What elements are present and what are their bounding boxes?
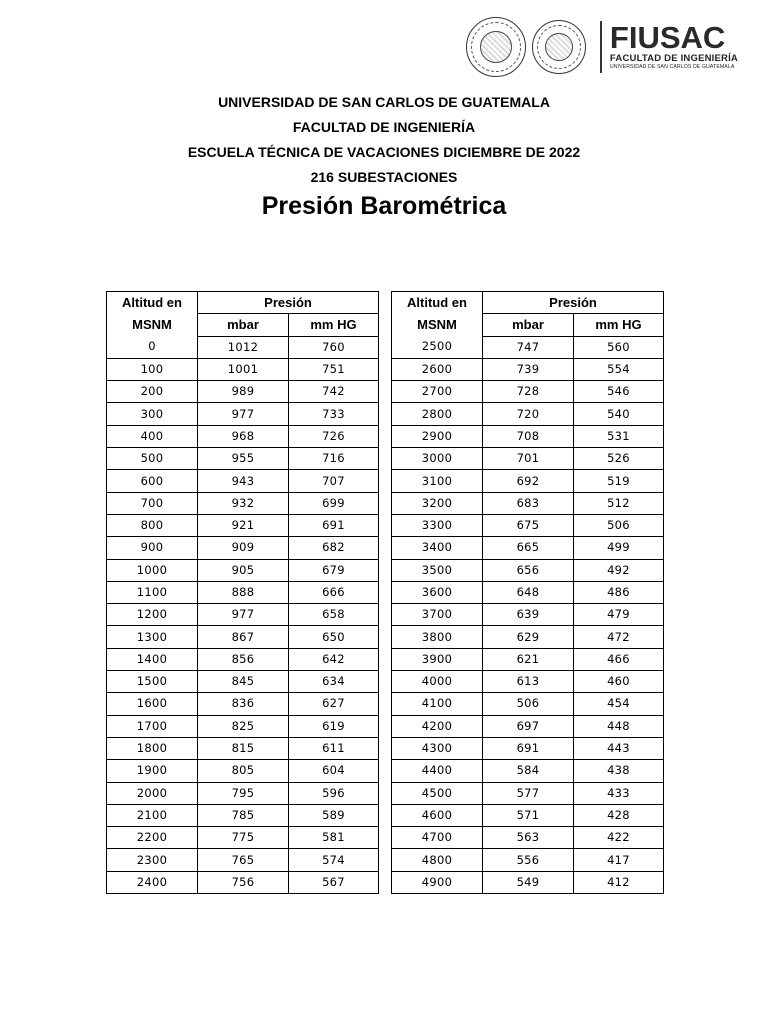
mbar-cell: 571 [483, 804, 574, 826]
table-row [107, 537, 664, 559]
header-pressure: Presión [483, 292, 664, 314]
mbar-cell: 836 [198, 693, 289, 715]
header-course: 216 SUBESTACIONES [310, 169, 458, 185]
table-gap [379, 381, 392, 403]
fiusac-logo [600, 21, 738, 73]
mmhg-cell: 726 [289, 425, 379, 447]
page-title: Presión Barométrica [261, 192, 507, 220]
mmhg-cell: 716 [289, 448, 379, 470]
mbar-cell: 785 [198, 804, 289, 826]
table-gap [379, 604, 392, 626]
mmhg-cell: 526 [574, 448, 664, 470]
table-gap [379, 448, 392, 470]
table-gap [379, 804, 392, 826]
fiusac-logo-text: FIUSAC [609, 20, 726, 55]
altitude-cell: 4500 [392, 782, 483, 804]
document-header [0, 90, 768, 190]
mbar-cell: 691 [483, 737, 574, 759]
mmhg-cell: 443 [574, 737, 664, 759]
altitude-cell: 4400 [392, 760, 483, 782]
mmhg-cell: 611 [289, 737, 379, 759]
mbar-cell: 756 [198, 871, 289, 893]
mmhg-cell: 546 [574, 381, 664, 403]
mbar-cell: 1012 [198, 336, 289, 358]
mbar-cell: 549 [483, 871, 574, 893]
mbar-cell: 665 [483, 537, 574, 559]
mmhg-cell: 751 [289, 358, 379, 380]
mbar-cell: 825 [198, 715, 289, 737]
altitude-cell: 900 [107, 537, 198, 559]
mbar-cell: 629 [483, 626, 574, 648]
mmhg-cell: 531 [574, 425, 664, 447]
header-mmhg: mm HG [574, 314, 664, 336]
mmhg-cell: 596 [289, 782, 379, 804]
mmhg-cell: 589 [289, 804, 379, 826]
table-gap [379, 492, 392, 514]
header-altitude-bottom: MSNM [107, 314, 198, 336]
logo-group [466, 16, 738, 78]
pressure-table-wrap [106, 291, 664, 894]
mbar-cell: 1001 [198, 358, 289, 380]
mbar-cell: 747 [483, 336, 574, 358]
table-gap [379, 782, 392, 804]
mbar-cell: 556 [483, 849, 574, 871]
mmhg-cell: 742 [289, 381, 379, 403]
altitude-cell: 2500 [392, 336, 483, 358]
table-gap [379, 693, 392, 715]
table-row [107, 581, 664, 603]
altitude-cell: 3300 [392, 514, 483, 536]
mbar-cell: 613 [483, 671, 574, 693]
header-mbar: mbar [198, 314, 289, 336]
mmhg-cell: 581 [289, 827, 379, 849]
mmhg-cell: 472 [574, 626, 664, 648]
table-row [107, 871, 664, 893]
mmhg-cell: 619 [289, 715, 379, 737]
table-gap [379, 581, 392, 603]
fiusac-logo-sub2: UNIVERSIDAD DE SAN CARLOS DE GUATEMALA [609, 64, 735, 70]
altitude-cell: 500 [107, 448, 198, 470]
mbar-cell: 909 [198, 537, 289, 559]
mmhg-cell: 560 [574, 336, 664, 358]
altitude-cell: 2000 [107, 782, 198, 804]
mmhg-cell: 679 [289, 559, 379, 581]
altitude-cell: 3900 [392, 648, 483, 670]
mbar-cell: 943 [198, 470, 289, 492]
mmhg-cell: 433 [574, 782, 664, 804]
altitude-cell: 2100 [107, 804, 198, 826]
mmhg-cell: 438 [574, 760, 664, 782]
altitude-cell: 4800 [392, 849, 483, 871]
table-gap [379, 715, 392, 737]
altitude-cell: 600 [107, 470, 198, 492]
table-row [107, 492, 664, 514]
table-row [107, 804, 664, 826]
altitude-cell: 2900 [392, 425, 483, 447]
altitude-cell: 2700 [392, 381, 483, 403]
mmhg-cell: 512 [574, 492, 664, 514]
altitude-cell: 4300 [392, 737, 483, 759]
mmhg-cell: 506 [574, 514, 664, 536]
table-gap [379, 314, 392, 336]
mmhg-cell: 604 [289, 760, 379, 782]
table-row [107, 648, 664, 670]
altitude-cell: 4600 [392, 804, 483, 826]
altitude-cell: 1800 [107, 737, 198, 759]
altitude-cell: 4900 [392, 871, 483, 893]
mbar-cell: 977 [198, 604, 289, 626]
table-row [107, 693, 664, 715]
header-altitude-top: Altitud en [392, 292, 483, 314]
pressure-table [106, 291, 664, 894]
header-pressure: Presión [198, 292, 379, 314]
altitude-cell: 400 [107, 425, 198, 447]
table-gap [379, 871, 392, 893]
altitude-cell: 4100 [392, 693, 483, 715]
altitude-cell: 1500 [107, 671, 198, 693]
table-row [107, 626, 664, 648]
altitude-cell: 4200 [392, 715, 483, 737]
table-gap [379, 737, 392, 759]
table-row [107, 358, 664, 380]
table-row [107, 559, 664, 581]
mbar-cell: 932 [198, 492, 289, 514]
mbar-cell: 968 [198, 425, 289, 447]
mmhg-cell: 417 [574, 849, 664, 871]
table-gap [379, 514, 392, 536]
table-row [107, 448, 664, 470]
mmhg-cell: 499 [574, 537, 664, 559]
header-university: UNIVERSIDAD DE SAN CARLOS DE GUATEMALA [218, 94, 550, 110]
altitude-cell: 3500 [392, 559, 483, 581]
altitude-cell: 3000 [392, 448, 483, 470]
altitude-cell: 1700 [107, 715, 198, 737]
table-row [107, 514, 664, 536]
mmhg-cell: 707 [289, 470, 379, 492]
mmhg-cell: 540 [574, 403, 664, 425]
mmhg-cell: 760 [289, 336, 379, 358]
table-gap [379, 425, 392, 447]
mbar-cell: 697 [483, 715, 574, 737]
header-mbar: mbar [483, 314, 574, 336]
table-row [107, 849, 664, 871]
mmhg-cell: 412 [574, 871, 664, 893]
mbar-cell: 989 [198, 381, 289, 403]
mmhg-cell: 554 [574, 358, 664, 380]
table-row [107, 715, 664, 737]
altitude-cell: 4700 [392, 827, 483, 849]
altitude-cell: 3600 [392, 581, 483, 603]
mmhg-cell: 486 [574, 581, 664, 603]
mmhg-cell: 682 [289, 537, 379, 559]
mmhg-cell: 691 [289, 514, 379, 536]
mbar-cell: 888 [198, 581, 289, 603]
usac-seal-icon [466, 17, 526, 77]
header-altitude-bottom: MSNM [392, 314, 483, 336]
table-gap [379, 849, 392, 871]
altitude-cell: 700 [107, 492, 198, 514]
mbar-cell: 648 [483, 581, 574, 603]
mmhg-cell: 466 [574, 648, 664, 670]
table-gap [379, 403, 392, 425]
table-gap [379, 827, 392, 849]
table-gap [379, 626, 392, 648]
mbar-cell: 815 [198, 737, 289, 759]
altitude-cell: 1400 [107, 648, 198, 670]
altitude-cell: 1900 [107, 760, 198, 782]
altitude-cell: 800 [107, 514, 198, 536]
table-row [107, 671, 664, 693]
mmhg-cell: 428 [574, 804, 664, 826]
mbar-cell: 805 [198, 760, 289, 782]
mbar-cell: 701 [483, 448, 574, 470]
mmhg-cell: 627 [289, 693, 379, 715]
mbar-cell: 955 [198, 448, 289, 470]
mbar-cell: 775 [198, 827, 289, 849]
mbar-cell: 765 [198, 849, 289, 871]
mmhg-cell: 658 [289, 604, 379, 626]
mbar-cell: 584 [483, 760, 574, 782]
mmhg-cell: 567 [289, 871, 379, 893]
header-mmhg: mm HG [289, 314, 379, 336]
altitude-cell: 2300 [107, 849, 198, 871]
mbar-cell: 639 [483, 604, 574, 626]
mbar-cell: 795 [198, 782, 289, 804]
mbar-cell: 675 [483, 514, 574, 536]
mbar-cell: 692 [483, 470, 574, 492]
altitude-cell: 1300 [107, 626, 198, 648]
table-gap [379, 671, 392, 693]
mbar-cell: 739 [483, 358, 574, 380]
table-header-row-2 [107, 314, 664, 336]
mbar-cell: 656 [483, 559, 574, 581]
mmhg-cell: 492 [574, 559, 664, 581]
header-faculty: FACULTAD DE INGENIERÍA [292, 119, 476, 135]
table-row [107, 760, 664, 782]
altitude-cell: 200 [107, 381, 198, 403]
mbar-cell: 905 [198, 559, 289, 581]
mbar-cell: 856 [198, 648, 289, 670]
mmhg-cell: 574 [289, 849, 379, 871]
mbar-cell: 621 [483, 648, 574, 670]
mbar-cell: 845 [198, 671, 289, 693]
mmhg-cell: 666 [289, 581, 379, 603]
mbar-cell: 921 [198, 514, 289, 536]
table-row [107, 425, 664, 447]
altitude-cell: 1000 [107, 559, 198, 581]
altitude-cell: 2200 [107, 827, 198, 849]
table-gap [379, 537, 392, 559]
table-row [107, 827, 664, 849]
altitude-cell: 0 [107, 336, 198, 358]
header-school: ESCUELA TÉCNICA DE VACACIONES DICIEMBRE DE 2022 [187, 144, 581, 160]
altitude-cell: 1100 [107, 581, 198, 603]
table-gap [379, 470, 392, 492]
mbar-cell: 977 [198, 403, 289, 425]
altitude-cell: 3700 [392, 604, 483, 626]
mmhg-cell: 650 [289, 626, 379, 648]
altitude-cell: 2800 [392, 403, 483, 425]
altitude-cell: 2400 [107, 871, 198, 893]
mmhg-cell: 460 [574, 671, 664, 693]
mbar-cell: 708 [483, 425, 574, 447]
altitude-cell: 2600 [392, 358, 483, 380]
altitude-cell: 100 [107, 358, 198, 380]
mbar-cell: 728 [483, 381, 574, 403]
altitude-cell: 1600 [107, 693, 198, 715]
altitude-cell: 3200 [392, 492, 483, 514]
table-body [107, 336, 664, 893]
table-row [107, 470, 664, 492]
altitude-cell: 3400 [392, 537, 483, 559]
ingenieria-seal-icon [532, 20, 586, 74]
mmhg-cell: 733 [289, 403, 379, 425]
mbar-cell: 720 [483, 403, 574, 425]
mbar-cell: 506 [483, 693, 574, 715]
mbar-cell: 577 [483, 782, 574, 804]
table-gap [379, 559, 392, 581]
altitude-cell: 3800 [392, 626, 483, 648]
mbar-cell: 683 [483, 492, 574, 514]
table-gap [379, 336, 392, 358]
mbar-cell: 867 [198, 626, 289, 648]
mmhg-cell: 699 [289, 492, 379, 514]
mmhg-cell: 448 [574, 715, 664, 737]
mmhg-cell: 634 [289, 671, 379, 693]
fiusac-logo-sub1: FACULTAD DE INGENIERÍA [609, 53, 738, 64]
table-gap [379, 358, 392, 380]
table-row [107, 782, 664, 804]
mmhg-cell: 642 [289, 648, 379, 670]
table-row [107, 737, 664, 759]
altitude-cell: 4000 [392, 671, 483, 693]
altitude-cell: 1200 [107, 604, 198, 626]
mmhg-cell: 519 [574, 470, 664, 492]
altitude-cell: 3100 [392, 470, 483, 492]
mmhg-cell: 454 [574, 693, 664, 715]
mmhg-cell: 422 [574, 827, 664, 849]
table-row [107, 336, 664, 358]
mmhg-cell: 479 [574, 604, 664, 626]
table-gap [379, 292, 392, 314]
altitude-cell: 300 [107, 403, 198, 425]
table-gap [379, 648, 392, 670]
table-row [107, 604, 664, 626]
table-row [107, 381, 664, 403]
mbar-cell: 563 [483, 827, 574, 849]
table-row [107, 403, 664, 425]
table-gap [379, 760, 392, 782]
header-altitude-top: Altitud en [107, 292, 198, 314]
table-header-row-1 [107, 292, 664, 314]
